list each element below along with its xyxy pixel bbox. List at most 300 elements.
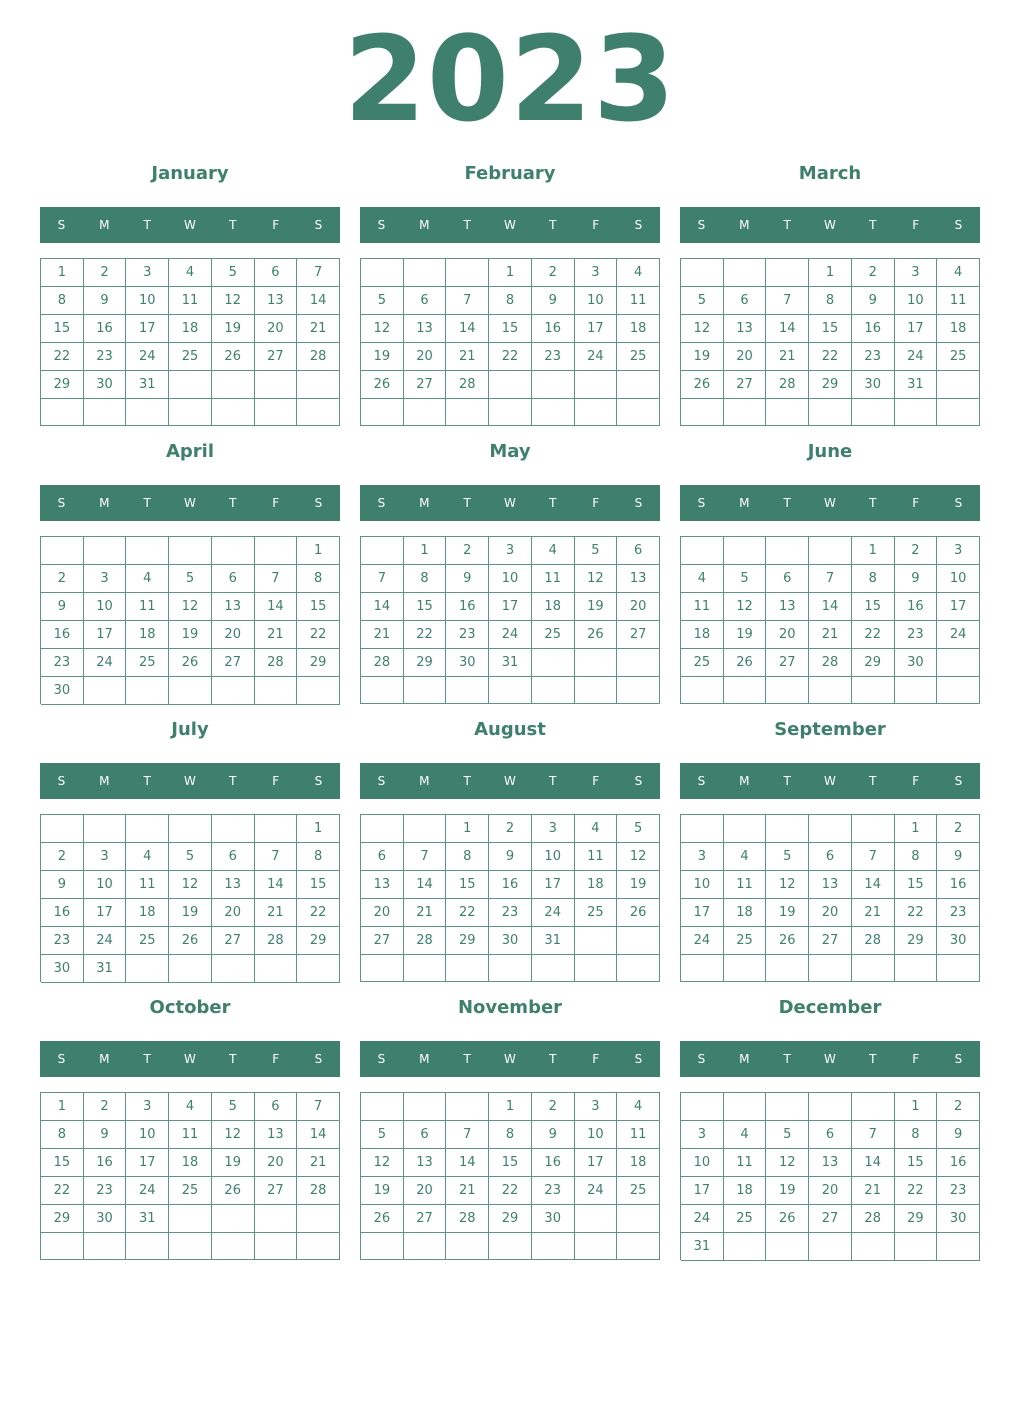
day-grid [680, 536, 980, 704]
day-cell: 27 [361, 927, 404, 955]
day-cell: 16 [895, 593, 938, 621]
day-cell: 15 [895, 871, 938, 899]
empty-cell [532, 371, 575, 399]
weekday-label: F [272, 218, 280, 232]
day-cell: 17 [84, 621, 127, 649]
empty-cell [212, 815, 255, 843]
weekday-label: T [463, 774, 471, 788]
day-cell: 3 [937, 537, 980, 565]
weekday-label: M [419, 1052, 430, 1066]
day-cell: 29 [489, 1205, 532, 1233]
day-cell: 6 [404, 1121, 447, 1149]
day-cell: 11 [937, 287, 980, 315]
day-cell: 14 [255, 593, 298, 621]
month-name: February [464, 163, 556, 184]
day-cell: 22 [297, 899, 340, 927]
day-cell: 25 [617, 1177, 660, 1205]
day-grid [680, 814, 980, 982]
day-cell: 25 [169, 1177, 212, 1205]
empty-cell [766, 259, 809, 287]
day-cell: 3 [126, 259, 169, 287]
day-cell: 13 [212, 593, 255, 621]
day-cell: 11 [575, 843, 618, 871]
day-cell: 8 [895, 1121, 938, 1149]
empty-cell [809, 955, 852, 982]
day-cell: 16 [489, 871, 532, 899]
day-cell: 3 [532, 815, 575, 843]
day-cell: 12 [724, 593, 767, 621]
day-cell: 18 [724, 899, 767, 927]
weekday-label: F [592, 218, 600, 232]
day-cell: 10 [681, 871, 724, 899]
weekday-label: M [419, 774, 430, 788]
empty-cell [895, 955, 938, 982]
day-cell: 20 [809, 899, 852, 927]
day-cell: 26 [361, 371, 404, 399]
weekday-label: T [143, 774, 151, 788]
empty-cell [84, 537, 127, 565]
day-cell: 28 [446, 1205, 489, 1233]
empty-cell [126, 815, 169, 843]
weekday-label: T [549, 1052, 557, 1066]
day-cell: 8 [41, 1121, 84, 1149]
day-cell: 9 [41, 593, 84, 621]
empty-cell [361, 677, 404, 704]
empty-cell [297, 955, 340, 983]
day-cell: 20 [766, 621, 809, 649]
day-cell: 29 [297, 927, 340, 955]
day-cell: 1 [489, 259, 532, 287]
day-cell: 9 [41, 871, 84, 899]
day-cell: 23 [937, 899, 980, 927]
day-cell: 7 [446, 287, 489, 315]
day-cell: 18 [617, 1149, 660, 1177]
day-cell: 22 [489, 1177, 532, 1205]
empty-cell [212, 1233, 255, 1260]
day-cell: 15 [489, 315, 532, 343]
day-cell: 2 [489, 815, 532, 843]
weekday-label: S [634, 774, 643, 788]
empty-cell [575, 677, 618, 704]
empty-cell [361, 399, 404, 426]
empty-cell [404, 399, 447, 426]
day-cell: 15 [297, 871, 340, 899]
day-cell: 1 [895, 815, 938, 843]
day-cell: 7 [361, 565, 404, 593]
day-cell: 3 [489, 537, 532, 565]
day-cell: 16 [937, 871, 980, 899]
day-cell: 24 [681, 1205, 724, 1233]
day-cell: 12 [169, 871, 212, 899]
day-cell: 24 [575, 1177, 618, 1205]
day-cell: 9 [532, 287, 575, 315]
day-cell: 12 [212, 287, 255, 315]
weekday-label: M [99, 496, 110, 510]
day-cell: 13 [212, 871, 255, 899]
weekday-label: F [272, 774, 280, 788]
day-cell: 14 [361, 593, 404, 621]
empty-cell [212, 399, 255, 426]
day-cell: 3 [84, 565, 127, 593]
empty-cell [404, 259, 447, 287]
day-cell: 26 [681, 371, 724, 399]
day-cell: 18 [169, 1149, 212, 1177]
day-cell: 27 [809, 1205, 852, 1233]
day-cell: 17 [532, 871, 575, 899]
weekday-label: S [634, 1052, 643, 1066]
empty-cell [895, 399, 938, 426]
empty-cell [212, 955, 255, 983]
day-cell: 19 [766, 1177, 809, 1205]
weekday-label: F [912, 218, 920, 232]
empty-cell [681, 815, 724, 843]
day-cell: 16 [41, 899, 84, 927]
day-cell: 24 [575, 343, 618, 371]
empty-cell [532, 649, 575, 677]
empty-cell [852, 1233, 895, 1261]
day-cell: 21 [404, 899, 447, 927]
empty-cell [766, 1093, 809, 1121]
day-cell: 10 [532, 843, 575, 871]
day-cell: 30 [41, 955, 84, 983]
day-cell: 30 [41, 677, 84, 705]
empty-cell [575, 1233, 618, 1260]
empty-cell [84, 677, 127, 705]
day-cell: 24 [895, 343, 938, 371]
day-cell: 17 [575, 315, 618, 343]
empty-cell [766, 1233, 809, 1261]
day-cell: 20 [617, 593, 660, 621]
day-cell: 9 [895, 565, 938, 593]
day-cell: 23 [937, 1177, 980, 1205]
empty-cell [532, 399, 575, 426]
day-cell: 20 [255, 315, 298, 343]
day-cell: 24 [937, 621, 980, 649]
month-name: May [489, 441, 531, 462]
day-cell: 30 [84, 371, 127, 399]
day-cell: 13 [809, 871, 852, 899]
empty-cell [489, 399, 532, 426]
day-cell: 5 [361, 1121, 404, 1149]
empty-cell [617, 399, 660, 426]
empty-cell [532, 955, 575, 982]
day-cell: 24 [126, 1177, 169, 1205]
day-cell: 11 [169, 287, 212, 315]
day-cell: 28 [809, 649, 852, 677]
day-cell: 4 [617, 1093, 660, 1121]
day-cell: 26 [212, 343, 255, 371]
day-cell: 28 [361, 649, 404, 677]
day-cell: 31 [126, 371, 169, 399]
day-cell: 7 [446, 1121, 489, 1149]
day-cell: 21 [809, 621, 852, 649]
day-cell: 15 [809, 315, 852, 343]
weekday-label: S [314, 218, 323, 232]
weekday-label: W [184, 496, 196, 510]
empty-cell [724, 537, 767, 565]
empty-cell [361, 259, 404, 287]
day-cell: 14 [446, 1149, 489, 1177]
day-cell: 20 [724, 343, 767, 371]
day-cell: 12 [766, 871, 809, 899]
day-cell: 18 [937, 315, 980, 343]
day-cell: 5 [724, 565, 767, 593]
day-cell: 23 [41, 927, 84, 955]
weekday-label: S [954, 496, 963, 510]
day-cell: 15 [404, 593, 447, 621]
empty-cell [766, 399, 809, 426]
day-cell: 4 [937, 259, 980, 287]
empty-cell [255, 371, 298, 399]
day-cell: 25 [681, 649, 724, 677]
empty-cell [446, 677, 489, 704]
day-cell: 6 [255, 259, 298, 287]
empty-cell [681, 677, 724, 704]
month-name: November [457, 997, 563, 1018]
day-cell: 3 [681, 843, 724, 871]
day-cell: 7 [297, 259, 340, 287]
day-cell: 11 [126, 871, 169, 899]
day-cell: 23 [532, 343, 575, 371]
day-cell: 10 [84, 593, 127, 621]
empty-cell [404, 815, 447, 843]
day-cell: 25 [126, 927, 169, 955]
day-cell: 22 [297, 621, 340, 649]
weekday-label: S [697, 1052, 706, 1066]
weekday-label: T [229, 496, 237, 510]
day-cell: 22 [41, 343, 84, 371]
empty-cell [937, 649, 980, 677]
day-cell: 21 [361, 621, 404, 649]
empty-cell [766, 815, 809, 843]
day-cell: 6 [809, 1121, 852, 1149]
day-cell: 16 [532, 1149, 575, 1177]
day-cell: 15 [297, 593, 340, 621]
empty-cell [724, 259, 767, 287]
day-cell: 6 [212, 843, 255, 871]
empty-cell [297, 677, 340, 705]
empty-cell [169, 537, 212, 565]
weekday-header [40, 763, 340, 799]
day-cell: 7 [852, 1121, 895, 1149]
day-grid [40, 536, 340, 704]
day-cell: 28 [297, 1177, 340, 1205]
weekday-header [360, 1041, 660, 1077]
day-cell: 24 [126, 343, 169, 371]
day-cell: 30 [446, 649, 489, 677]
empty-cell [809, 537, 852, 565]
empty-cell [724, 1093, 767, 1121]
day-cell: 25 [532, 621, 575, 649]
weekday-label: F [272, 496, 280, 510]
empty-cell [404, 955, 447, 982]
weekday-label: S [634, 496, 643, 510]
day-cell: 17 [681, 1177, 724, 1205]
day-cell: 22 [809, 343, 852, 371]
empty-cell [575, 371, 618, 399]
day-cell: 20 [361, 899, 404, 927]
weekday-label: S [57, 496, 66, 510]
day-cell: 26 [766, 927, 809, 955]
day-cell: 17 [895, 315, 938, 343]
day-cell: 20 [255, 1149, 298, 1177]
day-cell: 6 [617, 537, 660, 565]
day-cell: 26 [766, 1205, 809, 1233]
day-grid [40, 814, 340, 982]
day-cell: 18 [575, 871, 618, 899]
day-cell: 28 [852, 927, 895, 955]
empty-cell [937, 677, 980, 704]
day-cell: 21 [446, 343, 489, 371]
weekday-label: T [463, 496, 471, 510]
day-cell: 21 [297, 1149, 340, 1177]
day-cell: 9 [937, 1121, 980, 1149]
day-cell: 3 [575, 1093, 618, 1121]
weekday-label: T [783, 218, 791, 232]
day-cell: 28 [297, 343, 340, 371]
day-cell: 23 [84, 343, 127, 371]
day-cell: 3 [126, 1093, 169, 1121]
day-cell: 21 [255, 621, 298, 649]
day-cell: 8 [297, 843, 340, 871]
day-cell: 24 [489, 621, 532, 649]
day-cell: 6 [766, 565, 809, 593]
weekday-label: S [314, 774, 323, 788]
weekday-label: F [912, 1052, 920, 1066]
day-grid [40, 1092, 340, 1260]
weekday-label: W [504, 218, 516, 232]
day-cell: 1 [809, 259, 852, 287]
day-cell: 30 [937, 927, 980, 955]
day-cell: 2 [84, 1093, 127, 1121]
day-cell: 23 [41, 649, 84, 677]
empty-cell [169, 371, 212, 399]
day-cell: 15 [446, 871, 489, 899]
day-cell: 22 [852, 621, 895, 649]
day-cell: 7 [255, 843, 298, 871]
day-cell: 10 [489, 565, 532, 593]
day-cell: 22 [404, 621, 447, 649]
day-cell: 15 [489, 1149, 532, 1177]
day-cell: 30 [852, 371, 895, 399]
day-cell: 19 [361, 1177, 404, 1205]
empty-cell [489, 677, 532, 704]
day-cell: 9 [84, 287, 127, 315]
day-cell: 16 [937, 1149, 980, 1177]
day-cell: 8 [404, 565, 447, 593]
day-cell: 28 [446, 371, 489, 399]
day-grid [680, 258, 980, 426]
empty-cell [361, 815, 404, 843]
day-cell: 27 [404, 371, 447, 399]
weekday-label: W [504, 774, 516, 788]
weekday-label: S [954, 218, 963, 232]
day-cell: 29 [895, 927, 938, 955]
day-cell: 11 [724, 871, 767, 899]
weekday-label: T [549, 774, 557, 788]
day-cell: 1 [489, 1093, 532, 1121]
weekday-label: S [377, 218, 386, 232]
empty-cell [169, 399, 212, 426]
day-cell: 15 [41, 1149, 84, 1177]
day-cell: 2 [532, 259, 575, 287]
weekday-label: W [184, 1052, 196, 1066]
day-cell: 27 [724, 371, 767, 399]
month-name: December [778, 997, 882, 1018]
day-cell: 16 [852, 315, 895, 343]
day-cell: 5 [766, 1121, 809, 1149]
day-cell: 18 [532, 593, 575, 621]
day-cell: 23 [532, 1177, 575, 1205]
day-cell: 19 [724, 621, 767, 649]
empty-cell [489, 955, 532, 982]
day-cell: 18 [724, 1177, 767, 1205]
weekday-label: S [57, 1052, 66, 1066]
day-cell: 5 [617, 815, 660, 843]
day-cell: 10 [126, 287, 169, 315]
empty-cell [212, 1205, 255, 1233]
day-cell: 10 [575, 1121, 618, 1149]
empty-cell [937, 955, 980, 982]
day-cell: 30 [532, 1205, 575, 1233]
empty-cell [724, 399, 767, 426]
empty-cell [852, 399, 895, 426]
weekday-label: T [869, 496, 877, 510]
weekday-label: T [869, 218, 877, 232]
day-cell: 18 [126, 621, 169, 649]
day-cell: 19 [212, 315, 255, 343]
weekday-header [680, 763, 980, 799]
day-cell: 27 [255, 1177, 298, 1205]
day-grid [40, 258, 340, 426]
empty-cell [852, 955, 895, 982]
empty-cell [809, 1093, 852, 1121]
weekday-label: M [419, 218, 430, 232]
empty-cell [446, 1093, 489, 1121]
empty-cell [41, 537, 84, 565]
day-cell: 2 [41, 843, 84, 871]
empty-cell [169, 815, 212, 843]
day-cell: 17 [681, 899, 724, 927]
day-cell: 25 [169, 343, 212, 371]
day-cell: 7 [297, 1093, 340, 1121]
weekday-label: S [954, 774, 963, 788]
month-name: October [149, 997, 231, 1018]
day-cell: 8 [41, 287, 84, 315]
day-cell: 12 [169, 593, 212, 621]
weekday-label: M [739, 774, 750, 788]
day-cell: 1 [41, 1093, 84, 1121]
day-cell: 16 [532, 315, 575, 343]
day-cell: 4 [575, 815, 618, 843]
day-cell: 14 [852, 871, 895, 899]
weekday-label: W [504, 1052, 516, 1066]
empty-cell [575, 927, 618, 955]
weekday-label: M [419, 496, 430, 510]
day-cell: 30 [895, 649, 938, 677]
day-cell: 1 [895, 1093, 938, 1121]
empty-cell [681, 537, 724, 565]
day-cell: 2 [852, 259, 895, 287]
day-cell: 14 [297, 1121, 340, 1149]
day-cell: 18 [681, 621, 724, 649]
day-cell: 12 [681, 315, 724, 343]
day-cell: 28 [255, 927, 298, 955]
weekday-label: W [824, 1052, 836, 1066]
day-cell: 27 [766, 649, 809, 677]
day-cell: 5 [361, 287, 404, 315]
empty-cell [489, 371, 532, 399]
